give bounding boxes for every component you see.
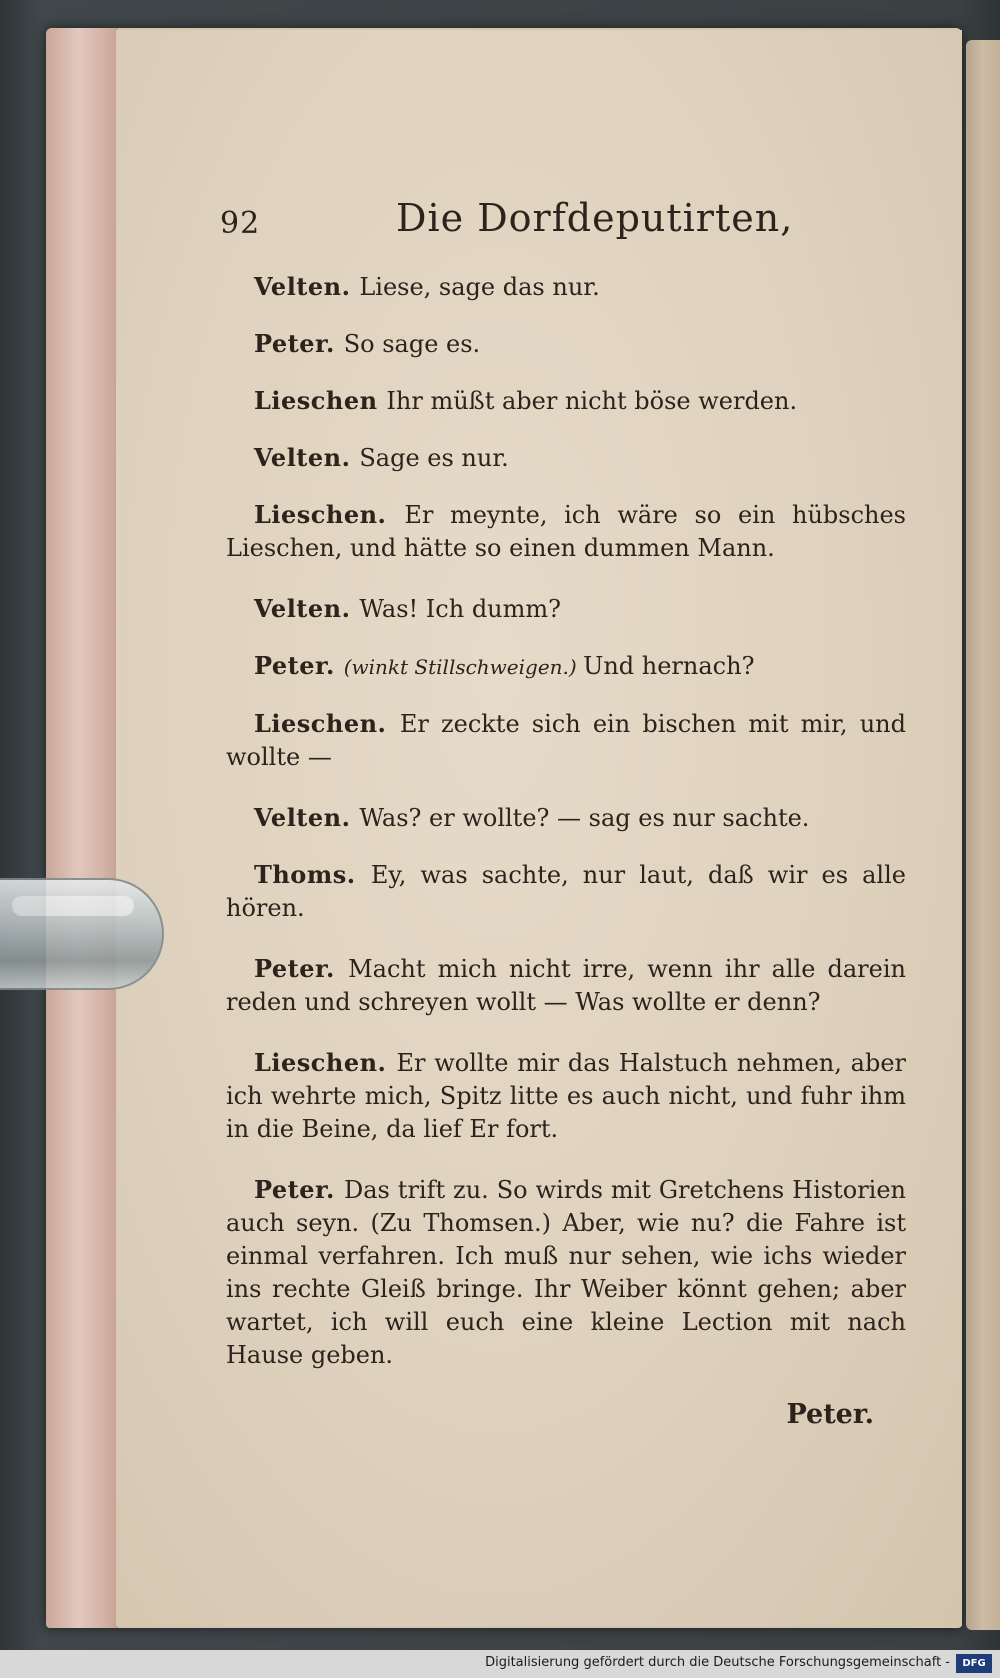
speech-velten-4 [226, 801, 906, 835]
catchword: Peter. [786, 1399, 874, 1430]
speech-text: Und hernach? [583, 652, 755, 680]
page-text-block [220, 186, 907, 1430]
speech-text: Liese, sage das nur. [359, 273, 600, 301]
speech-text: Er zeckte sich ein bischen mit mir, und wollte — [226, 710, 906, 771]
speaker-name: Peter. [254, 954, 335, 983]
speaker-name: Velten. [254, 594, 351, 623]
speech-lieschen-3 [226, 707, 906, 774]
speech-text: Ihr müßt aber nicht böse werden. [386, 387, 798, 415]
speaker-name: Peter. [254, 651, 335, 680]
speech-peter-1 [226, 327, 906, 361]
speech-text: Was! Ich dumm? [359, 595, 562, 623]
speech-peter-2 [226, 649, 906, 684]
speech-text: So sage es. [343, 330, 481, 358]
speaker-name: Velten. [254, 803, 351, 832]
dfg-logo-icon: DFG [956, 1654, 992, 1673]
speech-text: Er wollte mir das Halstuch nehmen, aber ich wehrte mich, Spitz litte es auch nicht, und fuhr ihm in die Beine, da lief Er fort. [226, 1049, 907, 1143]
speech-text: Was? er wollte? — sag es nur sachte. [359, 804, 810, 832]
speech-text: Ey, was sachte, nur laut, daß wir es alle hören. [226, 861, 906, 922]
speaker-name: Peter. [254, 329, 335, 358]
speech-text: Er meynte, ich wäre so ein hübsches Lieschen, und hätte so einen dummen Mann. [226, 501, 907, 562]
facing-page-edge [966, 40, 1000, 1630]
page-clip-icon [0, 878, 164, 990]
speaker-name: Lieschen [254, 386, 378, 415]
speech-peter-3 [226, 952, 906, 1019]
speaker-name: Lieschen. [254, 500, 387, 529]
speech-lieschen-1 [226, 384, 906, 418]
speaker-name: Lieschen. [254, 1048, 387, 1077]
page-fore-edge [46, 28, 118, 1628]
speech-text: Sage es nur. [359, 444, 509, 472]
speaker-name: Peter. [254, 1175, 335, 1204]
speaker-name: Thoms. [254, 860, 356, 889]
running-head [220, 186, 906, 270]
running-title: Die Dorfdeputirten, [396, 196, 794, 240]
speaker-name: Lieschen. [254, 709, 387, 738]
speech-thoms-1 [226, 858, 906, 925]
funding-credit: Digitalisierung gefördert durch die Deutsche Forschungsgemeinschaft - [485, 1655, 950, 1670]
speech-text: Macht mich nicht irre, wenn ihr alle darein reden und schreyen wollt — Was wollte er denn? [226, 955, 906, 1016]
speaker-name: Velten. [254, 443, 351, 472]
stage-direction: ( winkt Stillschweigen. ) [344, 655, 583, 679]
speech-velten-2 [226, 441, 906, 475]
speech-text: Das trift zu. So wirds mit Gretchens Historien auch seyn. (Zu Thomsen.) Aber, wie nu? die Fahre ist einmal verfahren. Ich muß nur sehen, wie ichs wieder ins rechte Gleiß bringe. Ihr Weiber könnt gehen; aber wartet, ich will euch eine kleine Lection mit nach Hause geben. [226, 1176, 906, 1369]
speech-lieschen-4 [226, 1046, 906, 1146]
speech-peter-4 [226, 1173, 906, 1372]
speech-velten-1 [226, 270, 906, 304]
page-number: 92 [220, 206, 261, 241]
speaker-name: Velten. [254, 272, 351, 301]
speech-velten-3 [226, 592, 906, 626]
digitization-footer [0, 1650, 1000, 1678]
speech-lieschen-2 [226, 498, 906, 565]
